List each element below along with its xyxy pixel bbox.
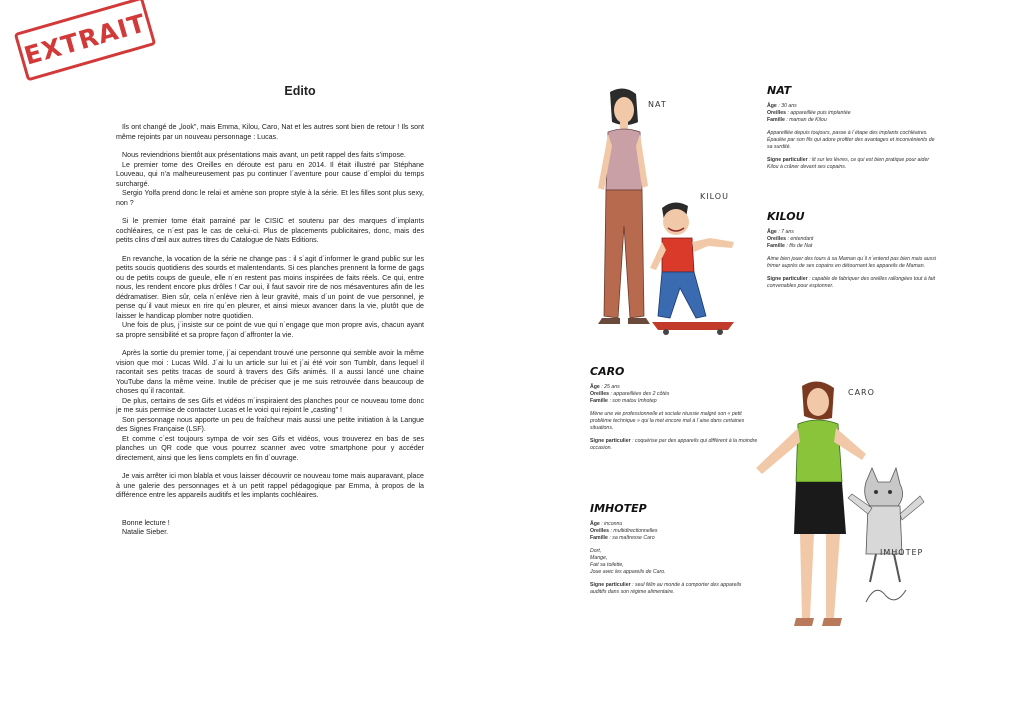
character-card-kilou [767,210,939,290]
edito-closing: Bonne lecture ! [122,518,170,527]
character-sign: Signe particulier : capable de fabriquer des oreilles rallongées tout à fait convenables pour espionner. [767,276,936,289]
edito-paragraph: Après la sortie du premier tome, j´ai cependant trouvé une personne qui semble avoir la même vision que moi : Lucas Wild. J´ai lu un article sur lui et j´ai été voir son Tumblr, dans lequel il racontait ses petits tracas de sourd à travers des Gifs animés. Il a aussi lancé une chaine YouTube dans la même veine. Inutile de préciser que je me suis retrouvée dans beaucoup de choses qu´il racontait. [116,349,424,395]
nat-illustration-label: NAT [648,100,667,109]
edito-title: Edito [284,84,316,98]
edito-column [116,84,424,538]
character-family: Famille : son matou Imhotep [590,398,657,404]
kilou-illustration-label: KILOU [700,192,729,201]
character-sign: Signe particulier : coquérise par des appareils qui diffèrent à la moindre occasion. [590,438,758,451]
character-sign: Signe particulier : seul félin au monde à comporter des appareils auditifs dans son régime alimentaire. [590,582,742,595]
edito-paragraph: Son personnage nous apporte un peu de fraîcheur mais aussi une petite initiation à la Langue des Signes Française (LSF). [116,415,424,433]
character-age: Âge : 25 ans [590,384,620,390]
character-description: Aime bien jouer des tours à sa Maman qu´il n´entend pas bien mais aussi frimer auprès de ses copains en détournant les appareils de Maman. [767,256,936,269]
character-age: Âge : inconnu [590,521,623,527]
stamp-text: EXTRAIT [20,7,150,71]
character-description-line: Joue avec les appareils de Caro. [590,569,666,575]
imhotep-illustration [836,462,932,612]
character-card-nat [767,84,939,171]
character-description-line: Fait sa toilette, [590,562,624,568]
character-card-caro [590,365,758,452]
character-ears: Oreilles : multidirectionnelles [590,528,658,534]
character-card-imhotep [590,502,758,596]
character-age: Âge : 7 ans [767,229,794,235]
character-name: IMHOTEP [590,502,647,515]
caro-illustration-label: CARO [848,388,875,397]
edito-paragraph: Nous reviendrions bientôt aux présentations mais avant, un petit rappel des faits s’impose. [122,151,406,159]
kilou-illustration [648,198,740,340]
character-age: Âge : 30 ans [767,103,797,109]
edito-paragraph: Ils ont changé de „look”, mais Emma, Kilou, Caro, Nat et les autres sont bien de retour ! Ils sont même rejoints par un nouveau personnage : Lucas. [116,123,424,141]
edito-paragraph: Je vais arrêter ici mon blabla et vous laisser découvrir ce nouveau tome mais auparavant, place à une galerie des personnages et à un petit rappel pédagogique par Emma, à propos de la différence entre les appareils auditifs et les implants cochléaires. [116,472,424,499]
edito-paragraph: Le premier tome des Oreilles en déroute est paru en 2014. Il était illustré par Stéphane Louveau, qui n’a malheureusement pas pu continuer l´aventure pour cause d´emploi du temps surchargé. [116,160,424,188]
character-name: CARO [590,365,625,378]
character-ears: Oreilles : entendant [767,236,814,242]
character-sign: Signe particulier : lit sur les lèvres, ce qui est bien pratique pour aider Kilou à crâner devant ses copains. [767,157,930,170]
edito-paragraph: Une fois de plus, j´insiste sur ce point de vue qui n´engage que mon propre avis, chacun ayant sa propre sensibilité et sa propre façon d´affronter la vie. [116,321,424,339]
character-description-line: Dort, [590,548,602,554]
character-description: Appareillée depuis toujours, passe à l´étape des implants cochléaires. Épaulée par son fils qui adore profiter des avantages et inconvénients de sa surdité. [767,130,935,150]
character-family: Famille : sa maîtresse Caro [590,535,655,541]
character-description-line: Mange, [590,555,608,561]
imhotep-illustration-label: IMHOTEP [880,548,924,557]
character-family: Famille : maman de Kilou [767,117,827,123]
character-ears: Oreilles : appareillée puis implantée [767,110,851,116]
edito-paragraph: Et comme c´est toujours sympa de voir ses Gifs et vidéos, vous trouverez en bas de ses planches un QR code que vous pourrez scanner avec votre smartphone pour y accéder directement, ainsi que les liens complets en fin d´ouvrage. [116,434,424,462]
edito-paragraph: En revanche, la vocation de la série ne change pas : il s´agit d´informer le grand public sur les petits soucis quotidiens des sourds et malentendants. Si ces planches prennent la forme de gags ou de petits coups de gueule, elle n´en restent pas moins inspirées de faits réels. Ce qui, entre nous, les rendent encore plus drôles ! Car oui, il faut savoir rire de nos mésaventures afin de les dédramatiser. Bien sûr, cela n´enlève rien à leur gravité, mais d´un point de vue personnel, je pense qu´il vaut mieux en rire qu´en pleurer, et ainsi mieux avancer dans la vie, plutôt que de laisser le handicap plomber notre quotidien. [116,254,424,320]
edito-paragraph: Si le premier tome était parrainé par le CISIC et soutenu par des marques d´implants cochléaires, ce n´est pas le cas de celui-ci. Plus de placements publicitaires, donc, mais des petits clins d’œil aux autres titres du Catalogue de Nats Editions. [116,217,424,244]
character-ears: Oreilles : appareillées des 2 côtés [590,391,670,397]
edito-paragraph: Sergio Yolfa prend donc le relai et amène son propre style à la série. Et les filles sont plus sexy, non ? [116,189,424,207]
extrait-stamp [14,0,157,81]
edito-paragraph: De plus, certains de ses Gifs et vidéos m´inspiraient des planches pour ce nouveau tome donc je me suis permise de contacter Lucas et le voici qui rejoint le „casting” ! [116,396,424,414]
character-description: Mène une vie professionnelle et sociale réussie malgré son « petit problème technique » qui la met encore mal à l´aise dans certaines situations. [590,411,745,431]
edito-signature: Natalie Sieber. [122,528,169,536]
character-name: KILOU [767,210,805,223]
edito-body [116,123,424,510]
character-family: Famille : fils de Nat [767,243,813,249]
character-name: NAT [767,84,792,97]
